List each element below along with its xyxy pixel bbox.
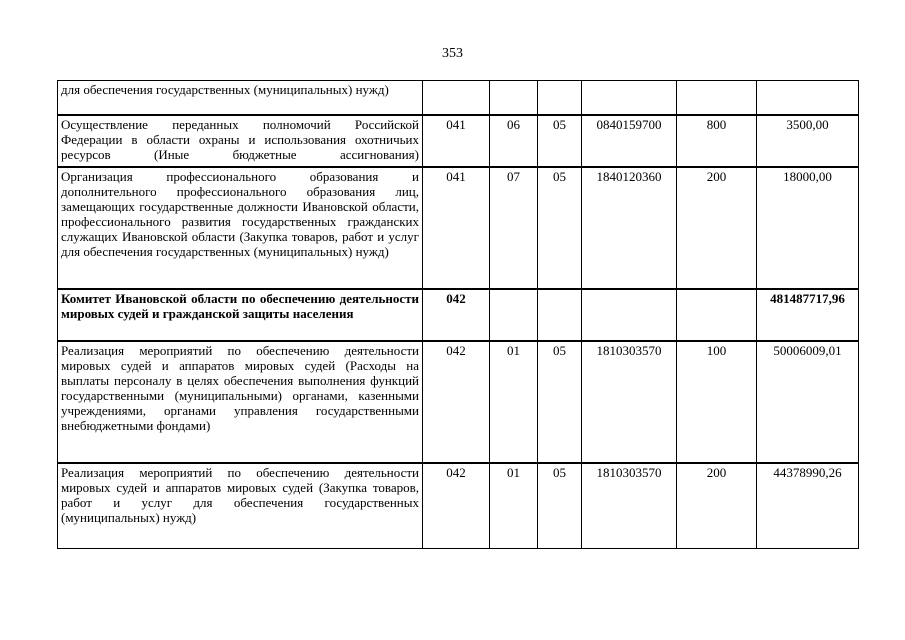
row-ministry-code (423, 81, 490, 116)
row-section-code (490, 81, 538, 116)
row-section-code: 07 (490, 167, 538, 289)
row-ministry-code: 042 (423, 341, 490, 463)
table-row (58, 115, 859, 167)
row-target-code (582, 289, 677, 341)
table-row (58, 341, 859, 463)
row-target-code: 1810303570 (582, 463, 677, 549)
row-amount: 481487717,96 (757, 289, 859, 341)
row-section-code: 01 (490, 463, 538, 549)
row-expense-type: 200 (677, 167, 757, 289)
row-target-code: 1840120360 (582, 167, 677, 289)
row-description: Реализация мероприятий по обеспечению деятельности мировых судей и аппаратов мировых судей (Закупка товаров, работ и услуг для обеспечения государственных (муниципальных) нужд) (58, 463, 423, 549)
row-ministry-code: 041 (423, 167, 490, 289)
row-target-code (582, 81, 677, 116)
budget-table (57, 80, 859, 549)
row-description: Организация профессионального образования и дополнительного профессионального образования лиц, замещающих государственные должности Ивановской области, профессионального развития государственных гражданских служащих Ивановской области (Закупка товаров, работ и услуг для обеспечения государственных (муниципальных) нужд) (58, 167, 423, 289)
row-amount: 44378990,26 (757, 463, 859, 549)
row-section-code (490, 289, 538, 341)
row-expense-type: 100 (677, 341, 757, 463)
row-subsection-code (538, 289, 582, 341)
row-ministry-code: 041 (423, 115, 490, 167)
row-subsection-code: 05 (538, 341, 582, 463)
row-ministry-code: 042 (423, 463, 490, 549)
row-amount: 50006009,01 (757, 341, 859, 463)
row-description: для обеспечения государственных (муниципальных) нужд) (58, 81, 423, 116)
row-amount: 18000,00 (757, 167, 859, 289)
row-amount (757, 81, 859, 116)
row-section-code: 01 (490, 341, 538, 463)
row-ministry-code: 042 (423, 289, 490, 341)
row-subsection-code: 05 (538, 115, 582, 167)
row-target-code: 1810303570 (582, 341, 677, 463)
row-expense-type (677, 289, 757, 341)
row-subsection-code (538, 81, 582, 116)
row-expense-type: 800 (677, 115, 757, 167)
table-row (58, 167, 859, 289)
page-number: 353 (442, 46, 463, 61)
table-row (58, 463, 859, 549)
row-expense-type (677, 81, 757, 116)
row-amount: 3500,00 (757, 115, 859, 167)
row-subsection-code: 05 (538, 463, 582, 549)
row-expense-type: 200 (677, 463, 757, 549)
table-row (58, 81, 859, 116)
table-row (58, 289, 859, 341)
row-description: Осуществление переданных полномочий Российской Федерации в области охраны и использования охотничьих ресурсов (Иные бюджетные ассигнования) (58, 115, 423, 167)
row-target-code: 0840159700 (582, 115, 677, 167)
row-subsection-code: 05 (538, 167, 582, 289)
row-section-code: 06 (490, 115, 538, 167)
row-description: Реализация мероприятий по обеспечению деятельности мировых судей и аппаратов мировых судей (Расходы на выплаты персоналу в целях обеспечения выполнения функций государственными (муниципальными) органами, казенными учреждениями, органами управления государственными внебюджетными фондами) (58, 341, 423, 463)
row-description: Комитет Ивановской области по обеспечению деятельности мировых судей и гражданской защиты населения (58, 289, 423, 341)
